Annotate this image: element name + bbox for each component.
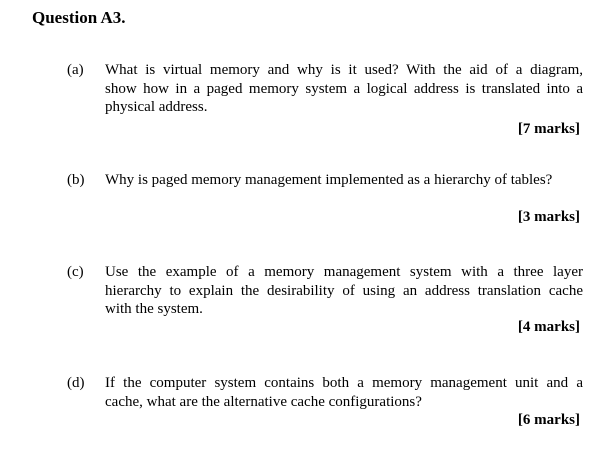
marks-label: [6 marks] xyxy=(517,412,580,428)
part-label: (d) xyxy=(67,375,85,391)
question-title: Question A3. xyxy=(32,8,126,27)
part-text-line: with the system. xyxy=(105,301,203,317)
marks-label: [3 marks] xyxy=(517,209,580,225)
part-text-line: Use the example of a memory management system with a three layer xyxy=(105,264,583,280)
part-label: (b) xyxy=(67,172,85,188)
part-text-line: physical address. xyxy=(105,99,208,115)
part-label: (a) xyxy=(67,62,84,78)
part-text xyxy=(105,263,583,319)
part-text-line: cache, what are the alternative cache configurations? xyxy=(105,393,422,410)
part-text xyxy=(105,61,583,117)
part-text xyxy=(105,374,583,411)
part-text-line: Why is paged memory management implemented as a hierarchy of tables? xyxy=(105,172,553,188)
part-text xyxy=(105,171,583,190)
marks-label: [7 marks] xyxy=(517,121,580,137)
part-text-line: show how in a paged memory system a logical address is translated into a xyxy=(105,80,583,97)
part-text-line: If the computer system contains both a memory management unit and a xyxy=(105,375,583,391)
marks-label: [4 marks] xyxy=(517,319,580,335)
part-text-line: What is virtual memory and why is it used? With the aid of a diagram, xyxy=(105,62,583,78)
part-text-line: hierarchy to explain the desirability of using an address translation cache xyxy=(105,282,583,299)
part-label: (c) xyxy=(67,264,84,280)
